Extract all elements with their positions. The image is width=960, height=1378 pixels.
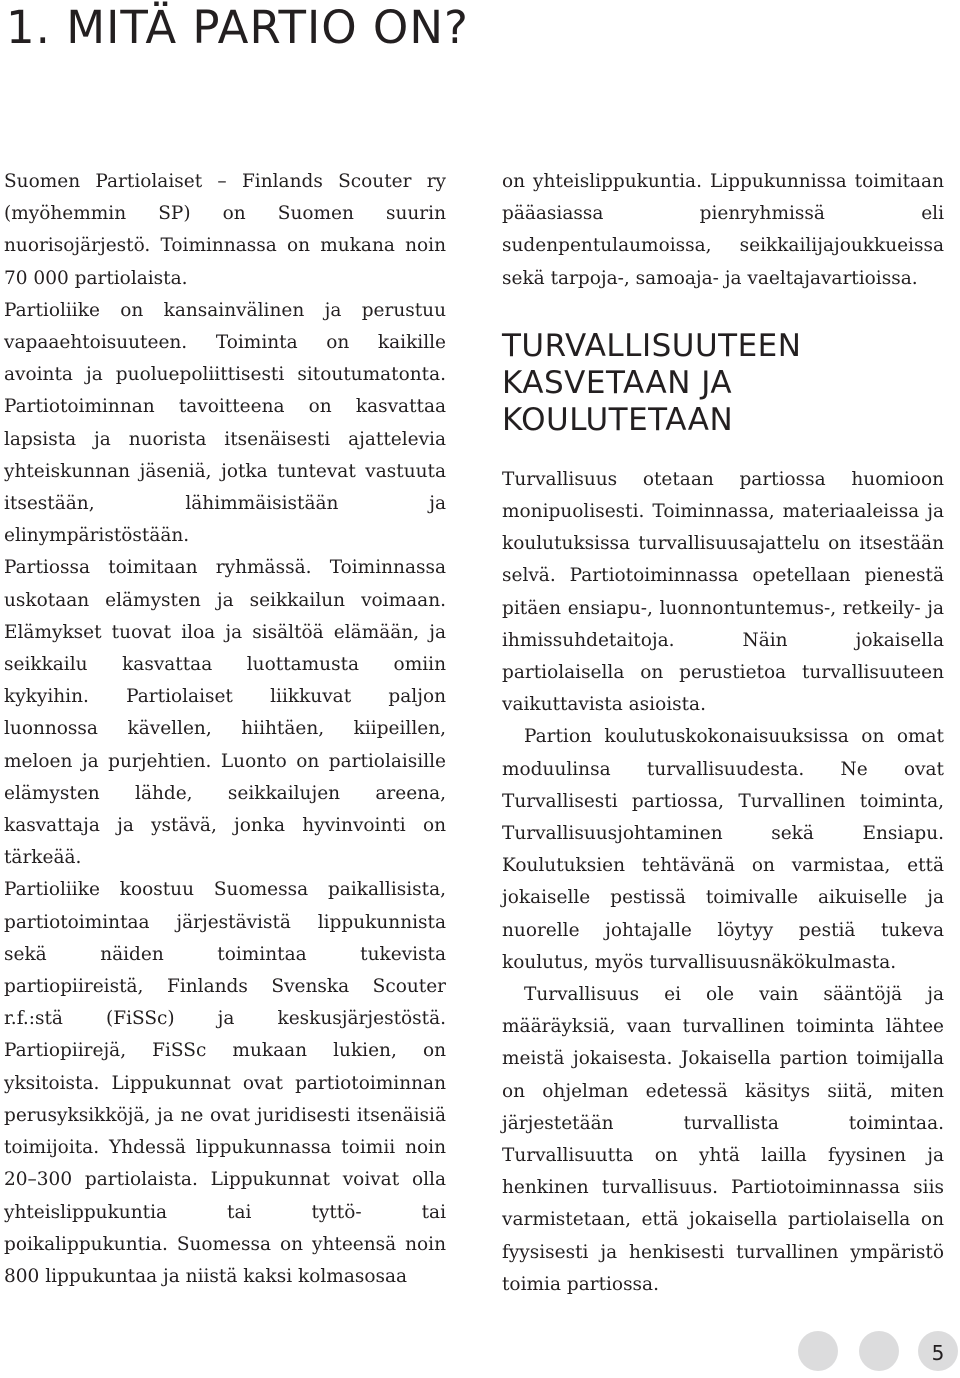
body-paragraph: Turvallisuus ei ole vain sääntöjä ja määräyksiä, vaan turvallinen toiminta lähtee meistä jokaisesta. Jokaisella partion toimijalla on ohjelman edetessä käsitys siitä, miten järjestetään turvallista toimintaa. Turvallisuutta on yhtä lailla fyysinen ja henkinen turvallisuus. Partiotoiminnassa siis varmistetaan, että jokaisella partiolaisella on fyysisesti ja henkisesti turvallinen ympäristö toimia partiossa. — [502, 984, 944, 1295]
section-heading-line: TURVALLISUUTEEN — [502, 327, 802, 364]
body-paragraph: Partioliike on kansainvälinen ja perustuu vapaaehtoisuuteen. Toiminta on kaikille avointa ja puoluepoliittisesti sitoutumatonta. Partiotoiminnan tavoitteena on kasvattaa lapsista ja nuorista itsenäisesti ajattelevia yhteiskunnan jäseniä, jotka tuntevat vastuuta itsestään, lähimmäisistään ja elinympäristöstään. — [4, 299, 446, 547]
section-heading — [502, 328, 944, 439]
body-paragraph: Partioliike koostuu Suomessa paikallisista, partiotoimintaa järjestävistä lippukunnista sekä näiden toimintaa tukevista partiopiireistä, Finlands Svenska Scouter r.f.:stä (FiSSc) ja keskusjärjestöstä. Partiopiirejä, FiSSc mukaan lukien, on yksitoista. Lippukunnat ovat partiotoiminnan perusyksikköjä, ja ne ovat juridisesti itsenäisiä toimijoita. Yhdessä lippukunnassa toimii noin 20–300 partiolaista. Lippukunnat voivat olla yhteislippukuntia tai tyttö- tai poikalippukuntia. Suomessa on yhteensä noin 800 lippukuntaa ja niistä kaksi kolmasosaa — [4, 879, 446, 1287]
page-footer — [0, 1331, 960, 1375]
section-heading-line: KASVETAAN JA — [502, 364, 733, 401]
intro-paragraph: Suomen Partiolaiset – Finlands Scouter ry (myöhemmin SP) on Suomen suurin nuorisojärjestö. Toiminnassa on mukana noin 70 000 partiolaista. — [4, 171, 446, 289]
right-text-column — [502, 166, 944, 1301]
page-number: 5 — [931, 1341, 945, 1365]
body-paragraph: Turvallisuus otetaan partiossa huomioon monipuolisesti. Toiminnassa, materiaaleissa ja koulutuksissa turvallisuusajattelu on itsestään selvä. Partiotoiminnassa opetellaan pienestä pitäen ensiapu-, luonnontuntemus-, retkeily- ja ihmissuhdetaitoja. Näin jokaisella partiolaisella on perustietoa turvallisuuteen vaikuttavista asioista. — [502, 468, 944, 716]
page-number-badge — [918, 1331, 958, 1371]
decorative-circle-icon — [798, 1331, 838, 1371]
section-heading-line: KOULUTETAAN — [502, 401, 734, 438]
body-paragraph: Partion koulutuskokonaisuuksissa on omat moduulinsa turvallisuudesta. Ne ovat Turvallisesti partiossa, Turvallinen toiminta, Turvallisuusjohtaminen sekä Ensiapu. Koulutuksien tehtävänä on varmistaa, että jokaiselle pestissä toimivalle aikuiselle ja nuorelle johtajalle löytyy pestiä tukeva koulutus, myös turvallisuusnäkökulmasta. — [502, 726, 944, 973]
body-paragraph: Partiossa toimitaan ryhmässä. Toiminnassa uskotaan elämysten ja seikkailun voimaan. Elämykset tuovat iloa ja sisältöä elämään, ja seikkailu kasvattaa luottamusta omiin kykyihin. Partiolaiset liikkuvat paljon luonnossa kävellen, hiihtäen, kiipeillen, meloen ja purjehtien. Luonto on partiolaisille elämysten lähde, seikkailujen areena, kasvattaja ja ystävä, jonka hyvinvointi on tärkeää. — [4, 557, 446, 869]
continuation-paragraph: on yhteislippukuntia. Lippukunnissa toimitaan pääasiassa pienryhmissä eli sudenpentulaumoissa, seikkailijajoukkueissa sekä tarpoja-, samoaja- ja vaeltajavartioissa. — [502, 171, 944, 289]
chapter-title: 1. MITÄ PARTIO ON? — [6, 1, 469, 54]
left-text-column — [4, 166, 446, 1293]
decorative-circle-icon — [859, 1331, 899, 1371]
